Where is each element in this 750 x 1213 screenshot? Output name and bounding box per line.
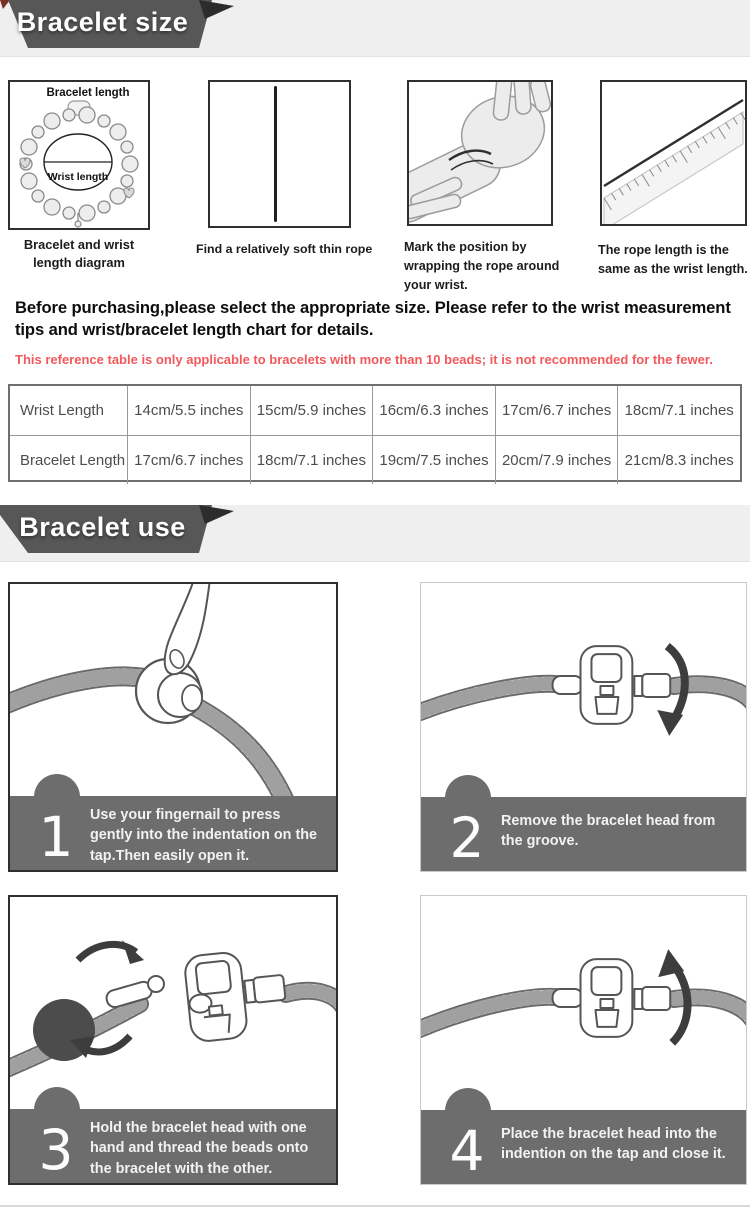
table-cell: 20cm/7.9 inches <box>495 435 618 484</box>
row-header-wrist-length: Wrist Length <box>20 402 104 419</box>
measure-caption-2: Find a relatively soft thin rope <box>196 242 373 256</box>
step4-caption-band <box>421 1110 746 1184</box>
step-number: 2 <box>449 806 485 870</box>
clasp-head <box>184 947 289 1043</box>
wrist-wrapping-illustration <box>409 82 551 224</box>
clasp-head <box>553 959 671 1037</box>
step4-illustration <box>421 896 746 1112</box>
bracelet-diagram-box <box>8 80 150 230</box>
step1-illustration <box>10 584 336 800</box>
table-cell: 16cm/6.3 inches <box>372 386 495 435</box>
step2-caption-band <box>421 797 746 871</box>
step3-illustration <box>10 897 336 1113</box>
use-section-title: Bracelet use <box>19 512 186 542</box>
table-cell: 17cm/6.7 inches <box>495 386 618 435</box>
rope-box <box>208 80 351 228</box>
bottom-divider <box>0 1205 750 1207</box>
measure-caption-3: Mark the position by wrapping the rope around your wrist. <box>404 240 560 292</box>
step-text: Place the bracelet head into the indention on the tap and close it. <box>501 1126 726 1163</box>
dangle-charm <box>75 221 81 227</box>
use-step-panel-3 <box>8 895 338 1185</box>
size-section-title: Bracelet size <box>16 7 189 37</box>
rope-illustration <box>274 86 277 222</box>
step-number: 4 <box>449 1119 485 1183</box>
clasp-head <box>553 646 671 724</box>
table-cell: 19cm/7.5 inches <box>372 435 495 484</box>
table-cell: 18cm/7.1 inches <box>250 435 373 484</box>
intro-text: Before purchasing,please select the appropriate size. Please refer to the wrist measurement tips and wrist/bracelet length chart for details. <box>15 298 731 340</box>
step-text: Use your fingernail to press gently into the indentation on the tap.Then easily open it. <box>90 807 318 864</box>
step-number: 1 <box>38 805 74 869</box>
bracelet-length-label: Bracelet length <box>46 87 130 99</box>
use-step-panel-4 <box>420 895 747 1185</box>
table-cell: 18cm/7.1 inches <box>617 386 740 435</box>
table-cell: 17cm/6.7 inches <box>127 435 250 484</box>
step3-caption-band <box>10 1109 336 1183</box>
use-section-ribbon <box>0 505 240 555</box>
measure-caption-1: Bracelet and wrist length diagram <box>23 237 135 270</box>
size-chart-table <box>8 384 742 482</box>
bead-ring <box>20 107 138 221</box>
ruler-illustration <box>602 82 745 224</box>
step-text: Remove the bracelet head from the groove. <box>501 813 716 850</box>
step2-illustration <box>421 583 746 799</box>
ruler-body <box>604 112 743 224</box>
bracelet-diagram-illustration <box>10 82 148 228</box>
wrist-length-label: Wrist length <box>47 171 109 183</box>
row-header-bracelet-length: Bracelet Length <box>10 435 127 484</box>
use-step-panel-2 <box>420 582 747 872</box>
use-step-panel-1 <box>8 582 338 872</box>
step1-caption-band <box>10 796 336 870</box>
table-cell: 14cm/5.5 inches <box>127 386 250 435</box>
table-cell: 15cm/5.9 inches <box>250 386 373 435</box>
reference-note: This reference table is only applicable to bracelets with more than 10 beads; it is not recommended for the fewer. <box>15 352 713 367</box>
table-cell: 21cm/8.3 inches <box>617 435 740 484</box>
size-section-ribbon <box>0 0 240 50</box>
wrist-wrap-box <box>407 80 553 226</box>
measure-caption-4: The rope length is the same as the wrist length. <box>598 243 748 276</box>
step-text: Hold the bracelet head with one hand and thread the beads onto the bracelet with the other. <box>90 1120 309 1177</box>
step-number: 3 <box>38 1118 74 1182</box>
ruler-box <box>600 80 747 226</box>
finger-2 <box>514 82 532 114</box>
